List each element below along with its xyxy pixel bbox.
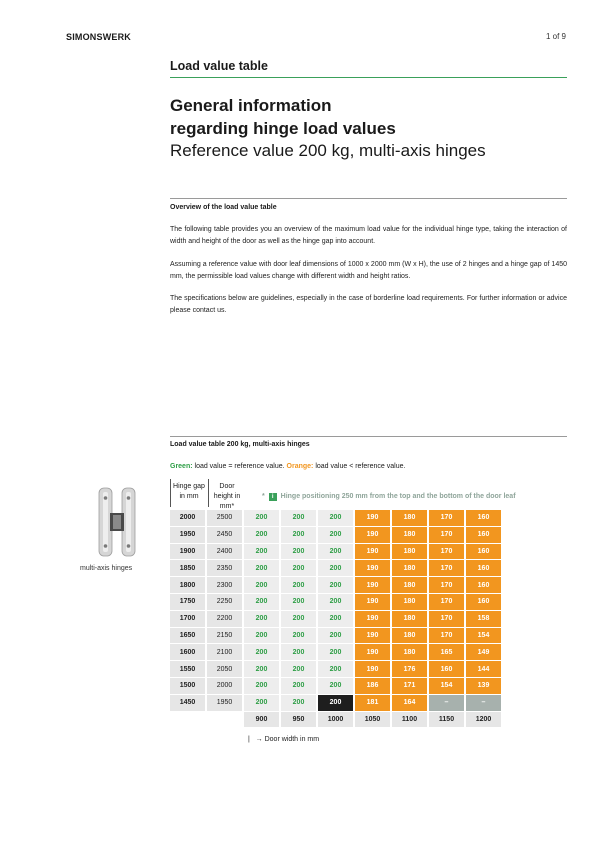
page-number: 1 of 9 (545, 32, 566, 41)
table-row (170, 695, 503, 712)
overview-paragraph-3: The specifications below are guidelines, especially in the case of borderline load requirements. For further information or advice please contact us. (170, 295, 567, 314)
legend-green-text: load value = reference value. (192, 463, 287, 470)
legend-orange-label: Orange: (286, 463, 314, 470)
load-value-cell: 200 (244, 678, 281, 695)
legend-green-label: Green: (170, 463, 193, 470)
heading-line-3: Reference value 200 kg, multi-axis hinges (170, 141, 486, 160)
width-axis-text: Door width in mm (264, 736, 320, 743)
load-value-cell: 144 (466, 661, 503, 678)
hinge-gap-cell: 1800 (170, 577, 207, 594)
door-width-cell: 950 (281, 712, 318, 729)
empty-cell (207, 712, 244, 729)
load-value-cell: 180 (392, 577, 429, 594)
hinge-caption: multi-axis hinges (80, 565, 133, 572)
load-value-cell: 190 (355, 628, 392, 645)
load-value-cell: 200 (318, 544, 355, 561)
hinge-positioning-note (262, 493, 516, 501)
hinge-gap-cell: 1950 (170, 527, 207, 544)
table-row (170, 628, 503, 645)
col-header-hinge-gap: Hinge gap in mm (173, 483, 205, 500)
multi-axis-hinge-image (96, 486, 138, 558)
axis-marker: | (248, 736, 256, 743)
load-value-cell: – (466, 695, 503, 712)
load-value-cell: 200 (281, 510, 318, 527)
load-value-cell: 190 (355, 644, 392, 661)
door-height-cell: 2250 (207, 594, 244, 611)
load-value-cell: 149 (466, 644, 503, 661)
info-icon: i (269, 493, 277, 501)
note-text: Hinge positioning 250 mm from the top and the bottom of the door leaf (280, 493, 516, 500)
table-row (170, 527, 503, 544)
load-value-cell: 200 (244, 644, 281, 661)
load-value-cell: 200 (281, 577, 318, 594)
load-value-cell: 170 (429, 577, 466, 594)
load-value-cell: 176 (392, 661, 429, 678)
col-header-door-height: Door height in mm* (213, 483, 241, 510)
door-width-row (170, 712, 503, 729)
load-value-cell: 170 (429, 628, 466, 645)
load-value-cell: 170 (429, 594, 466, 611)
door-height-cell: 2000 (207, 678, 244, 695)
load-value-cell: 200 (281, 594, 318, 611)
hinge-gap-cell: 1500 (170, 678, 207, 695)
door-width-cell: 1000 (318, 712, 355, 729)
load-value-cell: 160 (466, 544, 503, 561)
load-value-cell: 165 (429, 644, 466, 661)
arrow-right-icon: → (255, 736, 263, 743)
load-value-cell: 180 (392, 510, 429, 527)
load-value-cell: 180 (392, 560, 429, 577)
load-value-cell: 160 (466, 577, 503, 594)
load-value-table (170, 510, 503, 728)
load-value-cell: 181 (355, 695, 392, 712)
load-value-cell: 180 (392, 544, 429, 561)
section-title: Load value table (170, 59, 268, 73)
load-value-cell: 200 (281, 695, 318, 712)
reference-value-cell: 200 (318, 695, 355, 712)
load-value-cell: 200 (244, 560, 281, 577)
load-value-cell: 180 (392, 594, 429, 611)
door-height-cell: 2350 (207, 560, 244, 577)
hinge-gap-cell: 1850 (170, 560, 207, 577)
table-row (170, 661, 503, 678)
load-value-cell: 180 (392, 644, 429, 661)
load-value-cell: 180 (392, 527, 429, 544)
load-value-cell: 190 (355, 560, 392, 577)
load-value-cell: 180 (392, 628, 429, 645)
load-value-cell: 200 (244, 527, 281, 544)
hinge-gap-cell: 1650 (170, 628, 207, 645)
load-value-cell: 158 (466, 611, 503, 628)
load-value-cell: 160 (466, 594, 503, 611)
table-row (170, 594, 503, 611)
section-divider (170, 77, 567, 78)
load-value-cell: 200 (318, 611, 355, 628)
table-row (170, 611, 503, 628)
load-value-cell: 200 (318, 527, 355, 544)
table-row (170, 544, 503, 561)
load-value-cell: 200 (281, 527, 318, 544)
load-value-cell: 200 (318, 577, 355, 594)
door-height-cell: 2150 (207, 628, 244, 645)
hinge-gap-cell: 1600 (170, 644, 207, 661)
load-value-cell: 200 (318, 678, 355, 695)
overview-divider (170, 198, 567, 199)
load-value-cell: 200 (244, 544, 281, 561)
load-value-cell: 160 (466, 527, 503, 544)
width-axis-label (248, 736, 319, 743)
door-width-cell: 1200 (466, 712, 503, 729)
load-value-cell: 170 (429, 510, 466, 527)
hinge-gap-cell: 2000 (170, 510, 207, 527)
load-value-cell: 170 (429, 611, 466, 628)
hinge-gap-cell: 1750 (170, 594, 207, 611)
load-value-cell: 170 (429, 544, 466, 561)
load-value-cell: 200 (244, 611, 281, 628)
footnote-star: * (262, 493, 265, 500)
door-width-cell: 1050 (355, 712, 392, 729)
load-value-cell: 154 (429, 678, 466, 695)
load-value-cell: 200 (318, 628, 355, 645)
door-height-cell: 2400 (207, 544, 244, 561)
load-value-cell: 160 (466, 510, 503, 527)
table-row (170, 577, 503, 594)
table-row (170, 510, 503, 527)
load-value-cell: 190 (355, 577, 392, 594)
load-value-cell: 190 (355, 611, 392, 628)
load-value-cell: 200 (244, 661, 281, 678)
load-value-cell: – (429, 695, 466, 712)
table-row (170, 678, 503, 695)
heading-line-2: regarding hinge load values (170, 119, 396, 138)
hinge-gap-cell: 1550 (170, 661, 207, 678)
load-value-cell: 200 (281, 628, 318, 645)
door-width-cell: 1150 (429, 712, 466, 729)
load-value-cell: 190 (355, 527, 392, 544)
load-value-cell: 200 (281, 678, 318, 695)
load-value-cell: 200 (318, 560, 355, 577)
table-divider (170, 436, 567, 437)
overview-paragraph-1: The following table provides you an overview of the maximum load value for the individual hinge type, taking the interaction of width and height of the door as well as the hinge gap into account. (170, 226, 567, 245)
door-height-cell: 2450 (207, 527, 244, 544)
brand-logo: SIMONSWERK (66, 32, 131, 42)
load-value-cell: 200 (244, 510, 281, 527)
color-legend (170, 463, 405, 470)
load-value-cell: 200 (281, 611, 318, 628)
load-value-cell: 200 (318, 661, 355, 678)
load-value-cell: 200 (281, 560, 318, 577)
heading-line-1: General information (170, 96, 332, 115)
load-value-cell: 180 (392, 611, 429, 628)
door-width-cell: 1100 (392, 712, 429, 729)
load-value-cell: 160 (429, 661, 466, 678)
table-subtitle: Load value table 200 kg, multi-axis hinges (170, 441, 310, 448)
overview-subtitle: Overview of the load value table (170, 204, 277, 211)
load-value-cell: 170 (429, 527, 466, 544)
load-value-cell: 200 (244, 594, 281, 611)
load-value-cell: 200 (318, 594, 355, 611)
load-value-cell: 190 (355, 510, 392, 527)
hinge-gap-cell: 1900 (170, 544, 207, 561)
load-value-cell: 186 (355, 678, 392, 695)
load-value-cell: 190 (355, 594, 392, 611)
load-value-cell: 160 (466, 560, 503, 577)
load-value-cell: 171 (392, 678, 429, 695)
load-value-cell: 164 (392, 695, 429, 712)
door-height-cell: 1950 (207, 695, 244, 712)
load-value-cell: 200 (244, 577, 281, 594)
door-height-cell: 2500 (207, 510, 244, 527)
load-value-cell: 200 (244, 628, 281, 645)
door-height-cell: 2050 (207, 661, 244, 678)
door-height-cell: 2200 (207, 611, 244, 628)
legend-orange-text: load value < reference value. (313, 463, 406, 470)
overview-paragraph-2: Assuming a reference value with door leaf dimensions of 1000 x 2000 mm (W x H), the use of 2 hinges and a hinge gap of 1450 mm, the permissible load values change with different width and height ratios. (170, 261, 567, 280)
load-value-cell: 200 (318, 644, 355, 661)
door-height-cell: 2100 (207, 644, 244, 661)
load-value-cell: 170 (429, 560, 466, 577)
hinge-gap-cell: 1700 (170, 611, 207, 628)
load-value-cell: 200 (281, 644, 318, 661)
table-row (170, 560, 503, 577)
door-height-cell: 2300 (207, 577, 244, 594)
empty-cell (170, 712, 207, 729)
door-width-cell: 900 (244, 712, 281, 729)
load-value-cell: 190 (355, 544, 392, 561)
load-value-cell: 200 (244, 695, 281, 712)
load-value-cell: 200 (318, 510, 355, 527)
hinge-gap-cell: 1450 (170, 695, 207, 712)
load-value-cell: 139 (466, 678, 503, 695)
table-row (170, 644, 503, 661)
load-value-cell: 200 (281, 544, 318, 561)
load-value-cell: 190 (355, 661, 392, 678)
load-value-cell: 154 (466, 628, 503, 645)
load-value-cell: 200 (281, 661, 318, 678)
